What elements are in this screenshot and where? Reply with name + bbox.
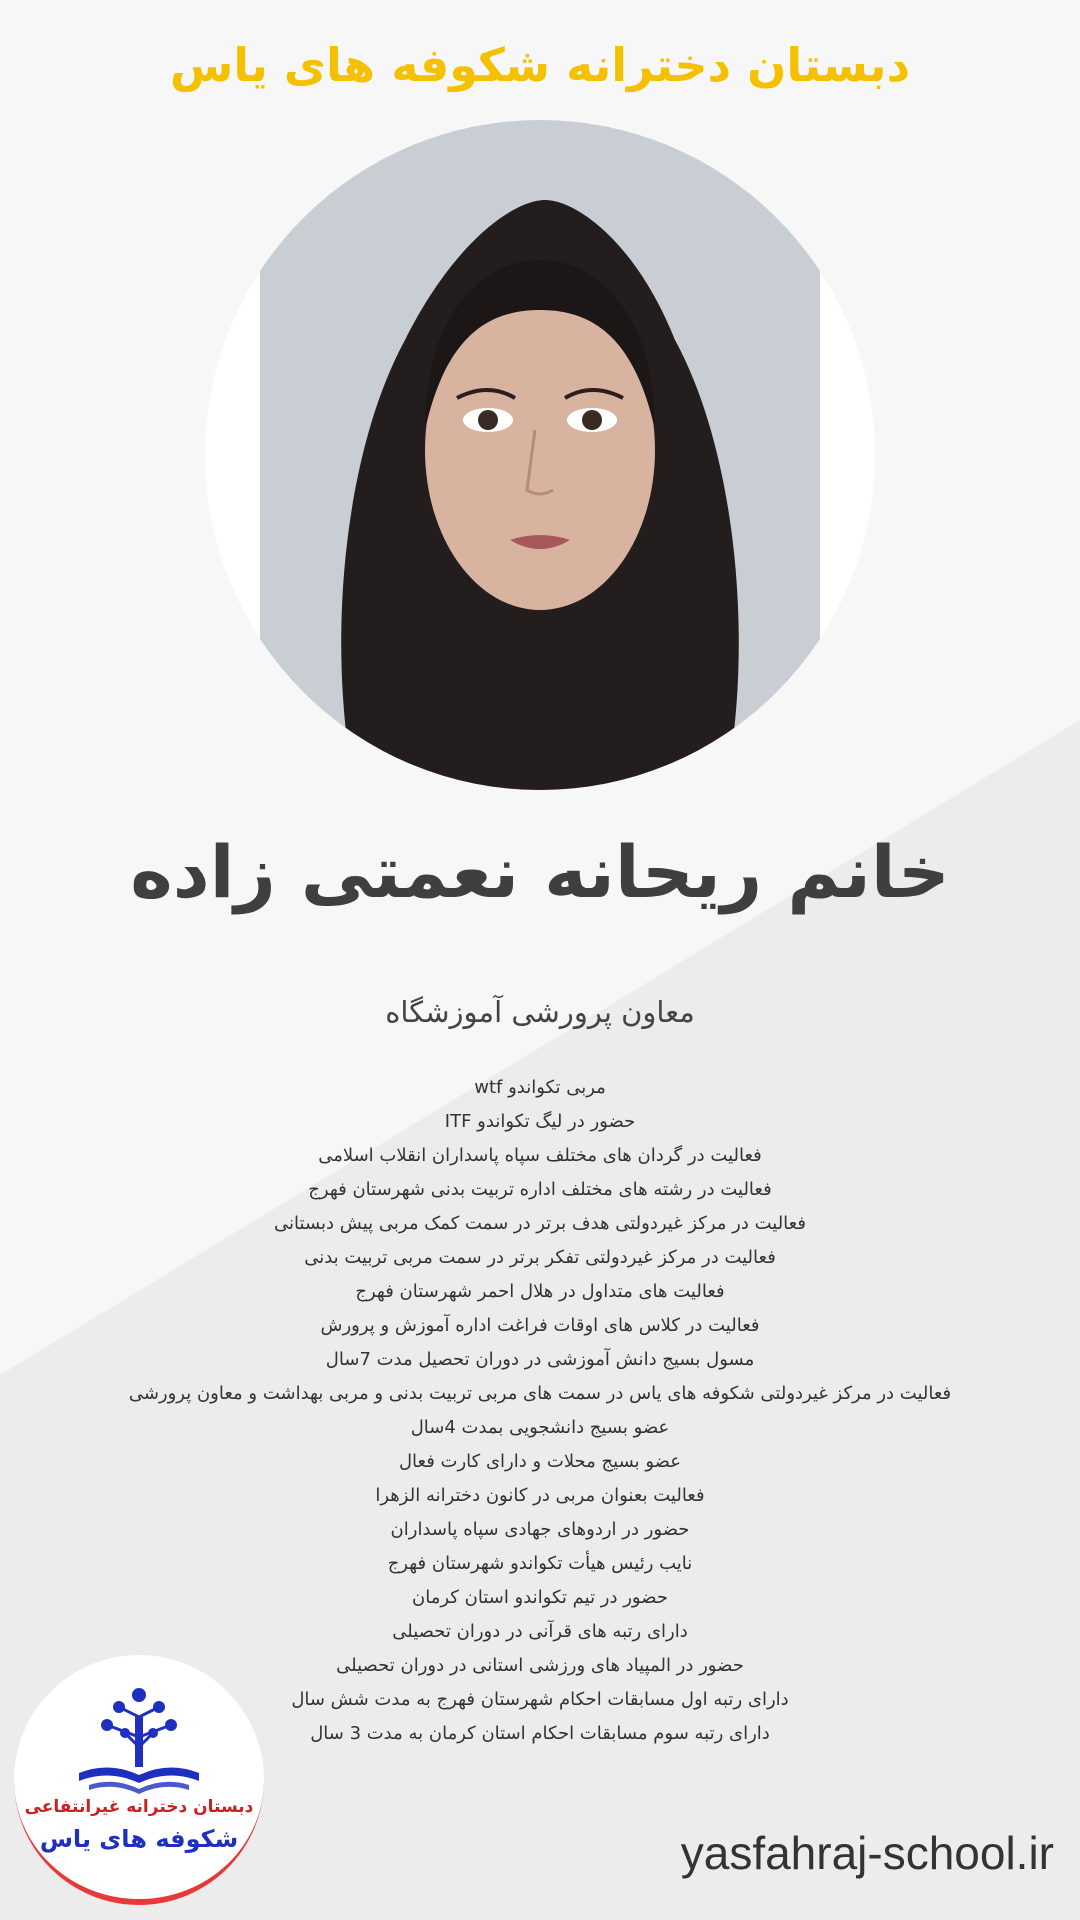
portrait-photo [205,120,875,790]
bio-item: دارای رتبه سوم مسابقات احکام استان کرمان به مدت 3 سال [310,1723,770,1744]
bio-item: فعالیت در رشته های مختلف اداره تربیت بدنی شهرستان فهرج [308,1179,772,1200]
bio-item: فعالیت در مرکز غیردولتی تفکر برتر در سمت مربی تربیت بدنی [304,1247,776,1268]
bio-item: دارای رتبه اول مسابقات احکام شهرستان فهرج به مدت شش سال [291,1689,789,1710]
school-logo [14,1655,264,1905]
bio-item: فعالیت در کلاس های اوقات فراغت اداره آموزش و پرورش [320,1315,760,1336]
school-title: دبستان دخترانه شکوفه های یاس [169,38,911,92]
logo-text-line1: دبستان دخترانه غیرانتفاعی [24,1797,254,1817]
bio-item: مسول بسیج دانش آموزشی در دوران تحصیل مدت 7سال [325,1349,755,1370]
person-role: معاون پرورشی آموزشگاه [385,995,695,1029]
bio-item: فعالیت بعنوان مربی در کانون دخترانه الزهرا [375,1485,705,1506]
bio-item: حضور در اردوهای جهادی سپاه پاسداران [390,1519,690,1540]
bio-item: عضو بسیج محلات و دارای کارت فعال [398,1451,682,1472]
bio-item: دارای رتبه های قرآنی در دوران تحصیلی [392,1621,688,1642]
logo-text-line2: شکوفه های یاس [39,1825,239,1853]
bio-item: حضور در المپیاد های ورزشی استانی در دوران تحصیلی [336,1655,744,1676]
bio-item: فعالیت های متداول در هلال احمر شهرستان فهرج [355,1281,725,1302]
bio-item: عضو بسیج دانشجویی بمدت 4سال [410,1417,670,1438]
bio-item: فعالیت در گردان های مختلف سپاه پاسداران انقلاب اسلامی [318,1145,762,1166]
person-name: خانم ریحانه نعمتی زاده [130,830,950,914]
bio-item: حضور در تیم تکواندو استان کرمان [412,1587,668,1608]
bio-item: فعالیت در مرکز غیردولتی هدف برتر در سمت کمک مربی پیش دبستانی [274,1213,806,1234]
bio-item: حضور در لیگ تکواندو ITF [444,1111,636,1132]
bio-list [80,1071,1000,1751]
bio-item: فعالیت در مرکز غیردولتی شکوفه های یاس در سمت های مربی تربیت بدنی و مربی بهداشت و معاون پرورشی [128,1383,952,1404]
tree-on-book-icon [69,1677,209,1797]
bio-item: نایب رئیس هیأت تکواندو شهرستان فهرج [387,1553,693,1574]
portrait-frame [205,120,875,790]
bio-item: مربی تکواندو wtf [474,1077,606,1098]
website-url[interactable]: yasfahraj-school.ir [680,1827,1054,1879]
